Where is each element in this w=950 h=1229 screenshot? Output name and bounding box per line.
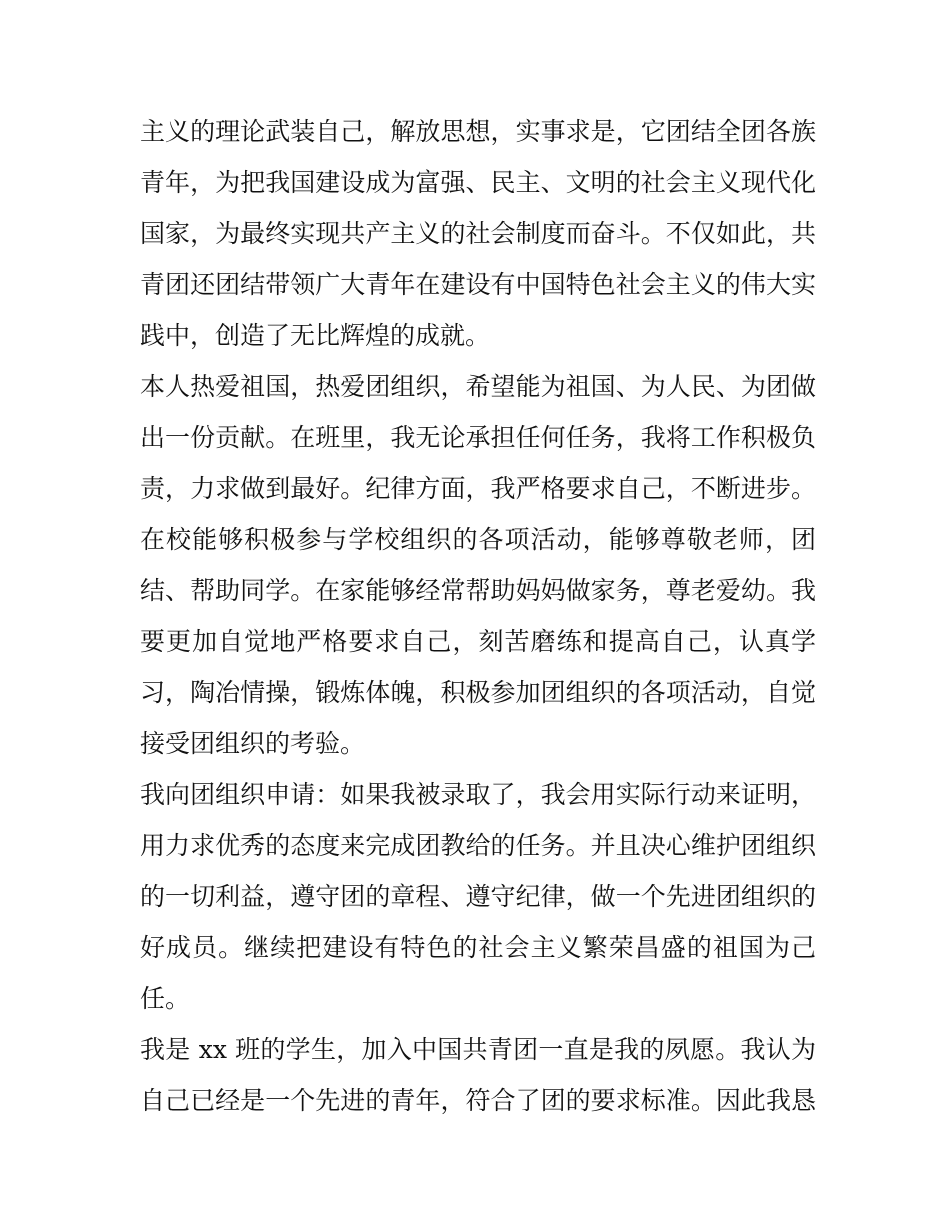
text-line: 青团还团结带领广大青年在建设有中国特色社会主义的伟大实 (140, 270, 816, 299)
text-line: 接受团组织的考验。 (140, 729, 366, 758)
paragraph-4 (140, 1024, 816, 1126)
text-line: 本人热爱祖国，热爱团组织，希望能为祖国、为人民、为团做 (140, 372, 816, 401)
text-line: 在校能够积极参与学校组织的各项活动，能够尊敬老师，团 (140, 525, 816, 554)
text-line: 用力求优秀的态度来完成团教给的任务。并且决心维护团组织 (140, 831, 816, 860)
text-line: 我是 xx 班的学生，加入中国共青团一直是我的夙愿。我认为 (140, 1035, 816, 1064)
paragraph-2 (140, 361, 816, 769)
text-line: 青年，为把我国建设成为富强、民主、文明的社会主义现代化 (140, 168, 816, 197)
text-line: 主义的理论武装自己，解放思想，实事求是，它团结全团各族 (140, 117, 816, 146)
document-body (140, 106, 816, 1126)
paragraph-3 (140, 769, 816, 1024)
text-line: 习，陶冶情操，锻炼体魄，积极参加团组织的各项活动，自觉 (140, 678, 816, 707)
text-line: 践中，创造了无比辉煌的成就。 (140, 321, 491, 350)
text-line: 好成员。继续把建设有特色的社会主义繁荣昌盛的祖国为己 (140, 933, 816, 962)
text-line: 任。 (140, 984, 191, 1013)
text-line: 我向团组织申请：如果我被录取了，我会用实际行动来证明， (140, 780, 816, 809)
text-line: 责，力求做到最好。纪律方面，我严格要求自己，不断进步。 (140, 474, 816, 503)
text-line: 结、帮助同学。在家能够经常帮助妈妈做家务，尊老爱幼。我 (140, 576, 816, 605)
text-line: 要更加自觉地严格要求自己，刻苦磨练和提高自己，认真学 (140, 627, 816, 656)
text-line: 的一切利益，遵守团的章程、遵守纪律，做一个先进团组织的 (140, 882, 816, 911)
paragraph-1 (140, 106, 816, 361)
text-line: 自己已经是一个先进的青年，符合了团的要求标准。因此我恳 (140, 1086, 816, 1115)
text-line: 出一份贡献。在班里，我无论承担任何任务，我将工作积极负 (140, 423, 816, 452)
text-line: 国家，为最终实现共产主义的社会制度而奋斗。不仅如此，共 (140, 219, 816, 248)
